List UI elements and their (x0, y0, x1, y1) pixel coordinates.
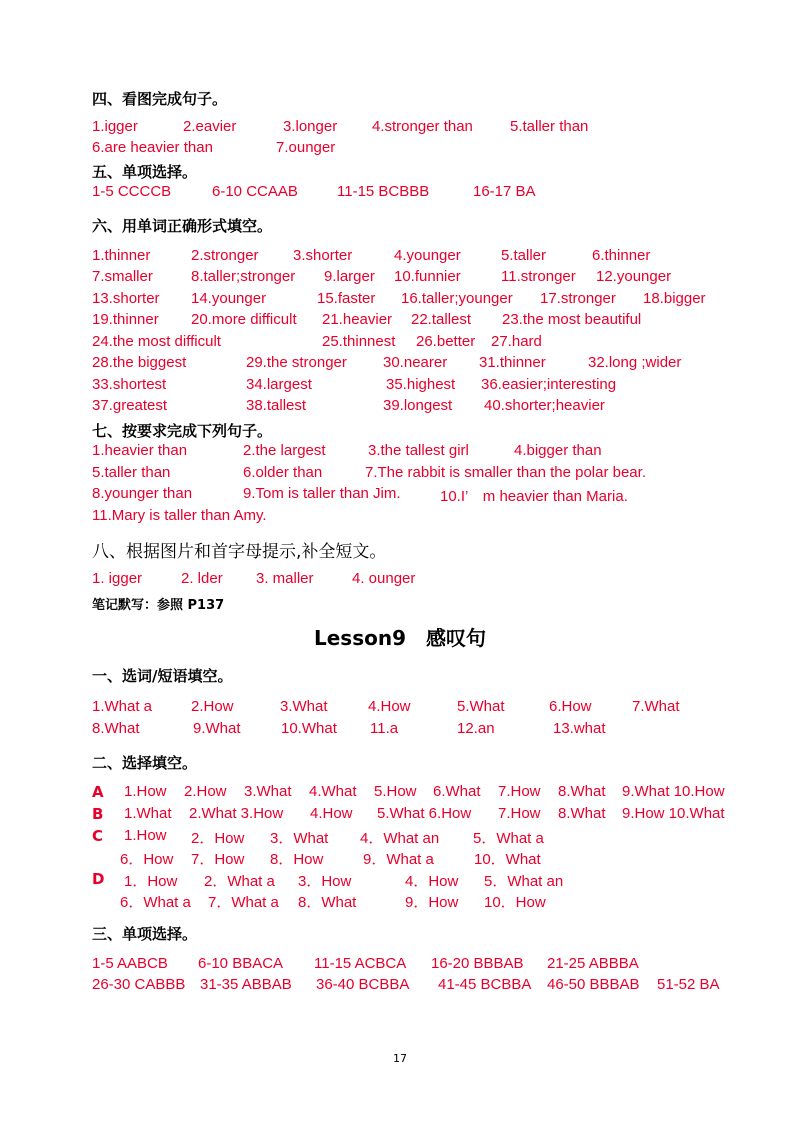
answer-row (0, 720, 800, 740)
answer-item: 8．What (298, 894, 357, 911)
answer-item: 6．How (120, 851, 174, 868)
answer-item: 3．What (270, 830, 329, 847)
answer-item: 9.Tom is taller than Jim. (243, 485, 401, 502)
answer-item: 9.What 10.How (622, 783, 725, 800)
notes-line: 笔记默写：参照 P137 (92, 598, 225, 613)
answer-item: 23.the most beautiful (502, 311, 642, 328)
answer-item: 32.long ;wider (588, 354, 682, 371)
answer-item: 11.Mary is taller than Amy. (92, 507, 267, 524)
answer-item: 2.the largest (243, 442, 326, 459)
answer-item: 21-25 ABBBA (547, 955, 639, 972)
answer-row (0, 354, 800, 374)
answer-item: 6.older than (243, 464, 323, 481)
answer-item: 13.shorter (92, 290, 160, 307)
answer-item: 24.the most difficult (92, 333, 221, 350)
answer-item: 4．What an (360, 830, 440, 847)
answer-row (0, 247, 800, 267)
answer-item: 10.funnier (394, 268, 461, 285)
answer-row (0, 827, 800, 847)
answer-item: 7.The rabbit is smaller than the polar bear. (365, 464, 646, 481)
answer-row (0, 805, 800, 825)
answer-item: 2.How (191, 698, 234, 715)
answer-item: 8．How (270, 851, 324, 868)
answer-row (0, 698, 800, 718)
section-heading-6: 六、用单词正确形式填空。 (92, 217, 273, 235)
answer-item: 11.a (370, 720, 399, 737)
answer-item: 4．How (405, 873, 459, 890)
lesson-heading-3: 三、单项选择。 (92, 925, 198, 943)
lesson-heading-1: 一、选词/短语填空。 (92, 667, 233, 685)
answer-item: 35.highest (386, 376, 456, 393)
answer-item: 4. ounger (352, 570, 416, 587)
answer-item: 16-20 BBBAB (431, 955, 524, 972)
answer-item: 36-40 BCBBA (316, 976, 410, 993)
answer-item: 31.thinner (479, 354, 546, 371)
answer-item: 1.How (124, 783, 167, 800)
answer-item: 18.bigger (643, 290, 706, 307)
answer-item: 5．What an (484, 873, 564, 890)
answer-item: 20.more difficult (191, 311, 297, 328)
answer-item: 6.What (433, 783, 481, 800)
answer-item: 12.younger (596, 268, 672, 285)
answer-item: 6．What a (120, 894, 191, 911)
answer-item: 1.heavier than (92, 442, 188, 459)
answer-item: 34.largest (246, 376, 312, 393)
answer-item: 3. maller (256, 570, 314, 587)
answer-item: 4.How (310, 805, 353, 822)
answer-item: 46-50 BBBAB (547, 976, 640, 993)
answer-item: 1.What (124, 805, 172, 822)
answer-row (0, 183, 800, 203)
answer-item: 8.What (92, 720, 140, 737)
answer-item: 6.are heavier than (92, 139, 213, 156)
answer-row (0, 955, 800, 975)
answer-item: 4.stronger than (372, 118, 473, 135)
group-label: B (92, 805, 104, 823)
answer-item: 13.what (553, 720, 606, 737)
answer-item: 10．What (474, 851, 541, 868)
answer-row (0, 507, 800, 527)
answer-item: 7.How (498, 783, 541, 800)
section-heading-5: 五、单项选择。 (92, 163, 198, 181)
answer-item: 16.taller;younger (401, 290, 513, 307)
answer-item: 31-35 ABBAB (200, 976, 292, 993)
answer-item: 5.How (374, 783, 417, 800)
lesson-heading-2: 二、选择填空。 (92, 754, 198, 772)
answer-item: 21.heavier (322, 311, 393, 328)
answer-item: 1.igger (92, 118, 138, 135)
answer-item: 4.bigger than (514, 442, 602, 459)
answer-row (0, 290, 800, 310)
answer-row (0, 891, 800, 911)
answer-item: 8.younger than (92, 485, 193, 502)
answer-item: 9．How (405, 894, 459, 911)
answer-item: 40.shorter;heavier (484, 397, 605, 414)
answer-item: 51-52 BA (657, 976, 720, 993)
group-label: C (92, 827, 104, 845)
answer-item: 9.What (193, 720, 241, 737)
answer-item: 3.shorter (293, 247, 353, 264)
answer-row (0, 783, 800, 803)
answer-row (0, 376, 800, 396)
answer-item: 8.What (558, 805, 606, 822)
answer-item: 1-5 AABCB (92, 955, 168, 972)
answer-row (0, 333, 800, 353)
answer-row (0, 311, 800, 331)
answer-row (0, 976, 800, 996)
answer-item: 2.How (184, 783, 227, 800)
answer-item: 5．What a (473, 830, 544, 847)
answer-item: 1-5 CCCCB (92, 183, 172, 200)
answer-item: 5.What 6.How (377, 805, 472, 822)
answer-item: 1. igger (92, 570, 143, 587)
answer-row (0, 397, 800, 417)
answer-item: 30.nearer (383, 354, 448, 371)
answer-row (0, 268, 800, 288)
group-label: D (92, 870, 105, 888)
answer-item: 5.taller than (92, 464, 171, 481)
section-heading-8: 八、根据图片和首字母提示,补全短文。 (92, 542, 387, 562)
page-number: 17 (393, 1052, 407, 1065)
answer-item: 2.stronger (191, 247, 259, 264)
answer-item: 7．How (191, 851, 245, 868)
answer-item: 8.What (558, 783, 606, 800)
answer-item: 11-15 BCBBB (337, 183, 430, 200)
answer-item: 4.What (309, 783, 357, 800)
answer-item: 11.stronger (501, 268, 576, 285)
answer-item: 9．What a (363, 851, 434, 868)
answer-item: 5.taller (501, 247, 547, 264)
answer-item: 3.What (244, 783, 292, 800)
answer-row (0, 442, 800, 462)
answer-item: 28.the biggest (92, 354, 187, 371)
answer-item: 11-15 ACBCA (314, 955, 407, 972)
answer-item: 25.thinnest (322, 333, 396, 350)
answer-item: 2．What a (204, 873, 275, 890)
answer-item: 39.longest (383, 397, 453, 414)
answer-row (0, 464, 800, 484)
answer-item: 6-10 CCAAB (212, 183, 298, 200)
answer-item: 1.What a (92, 698, 153, 715)
answer-item: 1.How (124, 827, 167, 844)
lesson-title: Lesson9 感叹句 (313, 626, 486, 650)
answer-item: 14.younger (191, 290, 267, 307)
answer-item: 3.What (280, 698, 328, 715)
answer-item: 6.How (549, 698, 592, 715)
answer-item: 8.taller;stronger (191, 268, 296, 285)
answer-item: 10.I’ m heavier than Maria. (440, 488, 628, 505)
answer-item: 7.How (498, 805, 541, 822)
answer-item: 7.What (632, 698, 680, 715)
answer-item: 7.smaller (92, 268, 153, 285)
answer-item: 17.stronger (540, 290, 616, 307)
group-label: A (92, 783, 104, 801)
answer-row (0, 485, 800, 505)
answer-item: 10.What (281, 720, 337, 737)
answer-item: 2．How (191, 830, 245, 847)
answer-item: 37.greatest (92, 397, 168, 414)
answer-item: 7．What a (208, 894, 279, 911)
answer-item: 27.hard (491, 333, 542, 350)
answer-item: 9.How 10.What (622, 805, 725, 822)
answer-row (0, 870, 800, 890)
answer-item: 16-17 BA (473, 183, 536, 200)
answer-item: 1.thinner (92, 247, 151, 264)
answer-item: 33.shortest (92, 376, 167, 393)
answer-item: 9.larger (324, 268, 375, 285)
answer-item: 29.the stronger (246, 354, 347, 371)
section-heading-7: 七、按要求完成下列句子。 (92, 422, 273, 440)
answer-item: 1．How (124, 873, 178, 890)
answer-item: 3.the tallest girl (368, 442, 469, 459)
answer-item: 3．How (298, 873, 352, 890)
answer-row (0, 848, 800, 868)
answer-item: 7.ounger (276, 139, 336, 156)
answer-item: 19.thinner (92, 311, 159, 328)
answer-row (0, 118, 800, 138)
answer-item: 41-45 BCBBA (438, 976, 532, 993)
answer-item: 2.What 3.How (189, 805, 284, 822)
answer-item: 6-10 BBACA (198, 955, 284, 972)
section-heading-4: 四、看图完成句子。 (92, 90, 228, 108)
answer-row (0, 570, 800, 590)
answer-item: 10．How (484, 894, 546, 911)
answer-item: 5.taller than (510, 118, 589, 135)
answer-item: 26.better (416, 333, 476, 350)
answer-item: 5.What (457, 698, 505, 715)
answer-item: 3.longer (283, 118, 338, 135)
answer-item: 36.easier;interesting (481, 376, 617, 393)
answer-item: 4.younger (394, 247, 461, 264)
answer-item: 2. lder (181, 570, 223, 587)
answer-item: 12.an (457, 720, 495, 737)
answer-item: 26-30 CABBB (92, 976, 186, 993)
answer-item: 22.tallest (411, 311, 472, 328)
answer-item: 38.tallest (246, 397, 307, 414)
answer-item: 2.eavier (183, 118, 237, 135)
answer-row (0, 139, 800, 159)
answer-item: 15.faster (317, 290, 376, 307)
answer-item: 6.thinner (592, 247, 651, 264)
answer-item: 4.How (368, 698, 411, 715)
